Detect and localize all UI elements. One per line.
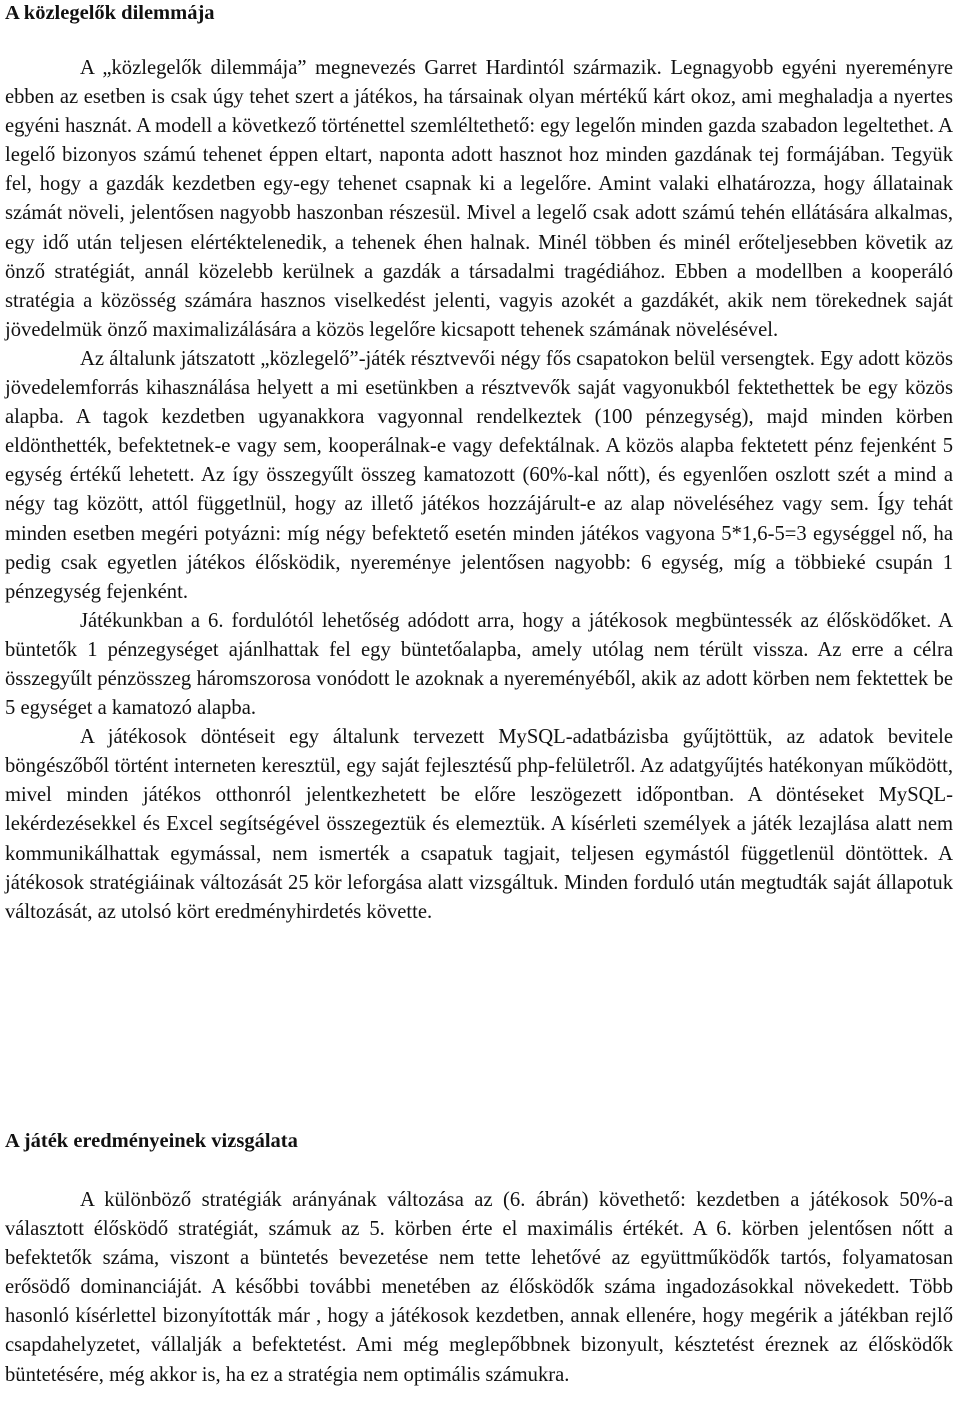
section-body-commons-dilemma: [5, 54, 953, 927]
paragraph-commons-intro: A „közlegelők dilemmája” megnevezés Garret Hardintól származik. Legnagyobb egyéni nyereményre ebben az esetben is csak úgy tehet szert a játékos, ha társainak olyan mértékű kárt okoz, ami meghaladja a nyertes egyéni hasznát. A modell a következő történettel szemléltethető: egy legelőn minden gazda szabadon legeltethet. A legelő bizonyos számú tehenet éppen eltart, naponta adott hasznot hoz minden gazdának tej formájában. Tegyük fel, hogy a gazdák kezdetben egy-egy tehenet csapnak ki a legelőre. Amint valaki elhatározza, hogy állatainak számát növeli, jelentősen nagyobb haszonban részesül. Mivel a legelő csak adott számú tehén ellátására alkalmas, egy idő után teljesen elértéktelenedik, a tehenek éhen halnak. Minél többen és minél erőteljesebben követik az önző stratégiát, annál közelebb kerülnek a gazdák a társadalmi tragédiához. Ebben a modellben a kooperáló stratégia a közösség számára hasznos viselkedést jelenti, vagyis azokét a gazdákét, akik nem törekednek saját jövedelmük önző maximalizálására a közös legelőre kicsapott tehenek számának növelésével.: [5, 57, 953, 341]
section-heading-commons-dilemma: A közlegelők dilemmája: [5, 2, 215, 24]
paragraph-results: A különböző stratégiák arányának változása az (6. ábrán) követhető: kezdetben a játékosok 50%-a választott élősködő stratégiát, számuk az 5. körben érte el maximális értékét. A 6. körben jelentősen nőtt a befektetők száma, viszont a büntetés bevezetése nem tette lehetővé az együttműködők tartós, folyamatosan erősödő dominanciáját. A későbbi további menetében az élősködők száma ingadozásokkal növekedett. Több hasonló kísérlettel bizonyították már , hogy a játékosok kezdetben, annak ellenére, hogy megérik a játékban rejlő csapdahelyzetet, vállalják a befektetést. Ami még meglepőbbnek bizonyult, késztetést éreznek az élősködők büntetésére, még akkor is, ha ez a stratégia nem optimális számukra.: [5, 1189, 953, 1386]
paragraph-data-collection: A játékosok döntéseit egy általunk tervezett MySQL-adatbázisba gyűjtöttük, az adatok bevitele böngészőből történt interneten keresztül, egy saját fejlesztésű php-felületről. Az adatgyűjtés hatékonyan működött, mivel minden játékos otthonról jelentkezhetett be előre leszögezett időpontban. A döntéseket MySQL-lekérdezésekkel és Excel segítségével összegeztük és elemeztük. A kísérleti személyek a játék lezajlása alatt nem kommunikálhattak egymással, nem ismerték a csapatuk tagjait, teljesen egymástól függetlenül döntöttek. A játékosok stratégiáinak változását 25 kör leforgása alatt vizsgáltuk. Minden forduló után megtudták saját állapotuk változását, az utolsó kört eredményhirdetés követte.: [5, 726, 953, 923]
section-body-results: [5, 1186, 953, 1390]
paragraph-punishment-rule: Játékunkban a 6. fordulótól lehetőség adódott arra, hogy a játékosok megbüntessék az élősködőket. A büntetők 1 pénzegységet ajánlhattak fel egy büntetőalapba, amely utólag nem térült vissza. Az erre a célra összegyűlt pénzösszeg háromszorosa vonódott le azoknak a nyereményéből, akik az adott körben nem fektettek be 5 egységet a kamatozó alapba.: [5, 609, 953, 720]
paragraph-game-description: Az általunk játszatott „közlegelő”-játék résztvevői négy fős csapatokon belül versengtek. Egy adott közös jövedelemforrás kihasználása helyett a mi esetünkben a résztvevők saját vagyonukból fektethettek be egy közös alapba. A tagok kezdetben ugyanakkora vagyonnal rendelkeztek (100 pénzegység), majd minden körben eldönthették, befektetnek-e vagy sem, kooperálnak-e vagy defektálnak. A közös alapba fektetett pénz fejenként 5 egység értékű lehetett. Az így összegyűlt összeg kamatozott (60%-kal nőtt), és egyenlően oszlott szét a mind a négy tag között, attól függetlnül, hogy az illető játékos hozzájárult-e az alap növeléséhez vagy sem. Így tehát minden esetben megéri potyázni: míg négy befektető esetén minden játékos vagyona 5*1,6-5=3 egységgel nő, ha pedig csak egyetlen játékos élősködik, nyereménye jelentősen nagyobb: 6 egység, míg a többieké csupán 1 pénzegység fejenként.: [5, 347, 953, 603]
section-heading-results: A játék eredményeinek vizsgálata: [5, 1130, 298, 1152]
